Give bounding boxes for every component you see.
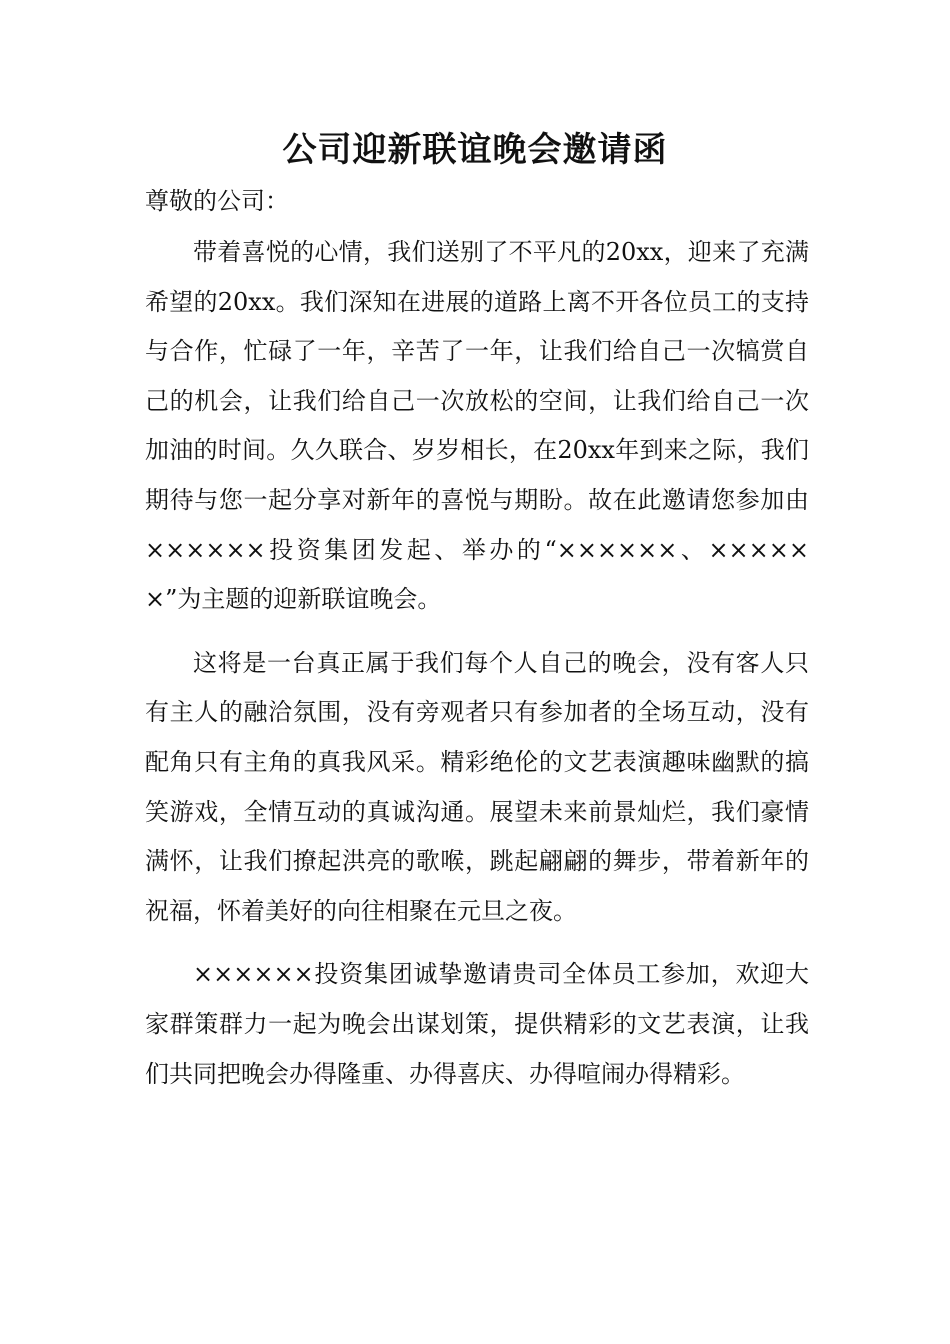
document-title: 公司迎新联谊晚会邀请函 — [282, 130, 668, 170]
paragraph-closing-invitation: ××××××投资集团诚挚邀请贵司全体员工参加，欢迎大家群策群力一起为晚会出谋划策，提供精彩的文艺表演，让我们共同把晚会办得隆重、办得喜庆、办得喧闹办得精彩。 — [145, 960, 809, 1088]
salutation: 尊敬的公司： — [145, 187, 289, 215]
paragraph-event-description: 这将是一台真正属于我们每个人自己的晚会，没有客人只有主人的融洽氛围，没有旁观者只有参加者的全场互动，没有配角只有主角的真我风采。精彩绝伦的文艺表演趣味幽默的搞笑游戏，全情互动的真诚沟通。展望未来前景灿烂，我们豪情满怀，让我们撩起洪亮的歌喉，跳起翩翩的舞步，带着新年的祝福，怀着美好的向往相聚在元旦之夜。 — [145, 648, 809, 925]
document-body — [145, 180, 809, 1099]
paragraph-invitation-intro: 带着喜悦的心情，我们送别了不平凡的20xx，迎来了充满希望的20xx。我们深知在进展的道路上离不开各位员工的支持与合作，忙碌了一年，辛苦了一年，让我们给自己一次犒赏自己的机会，让我们给自己一次放松的空间，让我们给自己一次加油的时间。久久联合、岁岁相长，在20xx年到来之际，我们期待与您一起分享对新年的喜悦与期盼。故在此邀请您参加由××××××投资集团发起、举办的“××××××、××××××”为主题的迎新联谊晚会。 — [145, 238, 809, 614]
